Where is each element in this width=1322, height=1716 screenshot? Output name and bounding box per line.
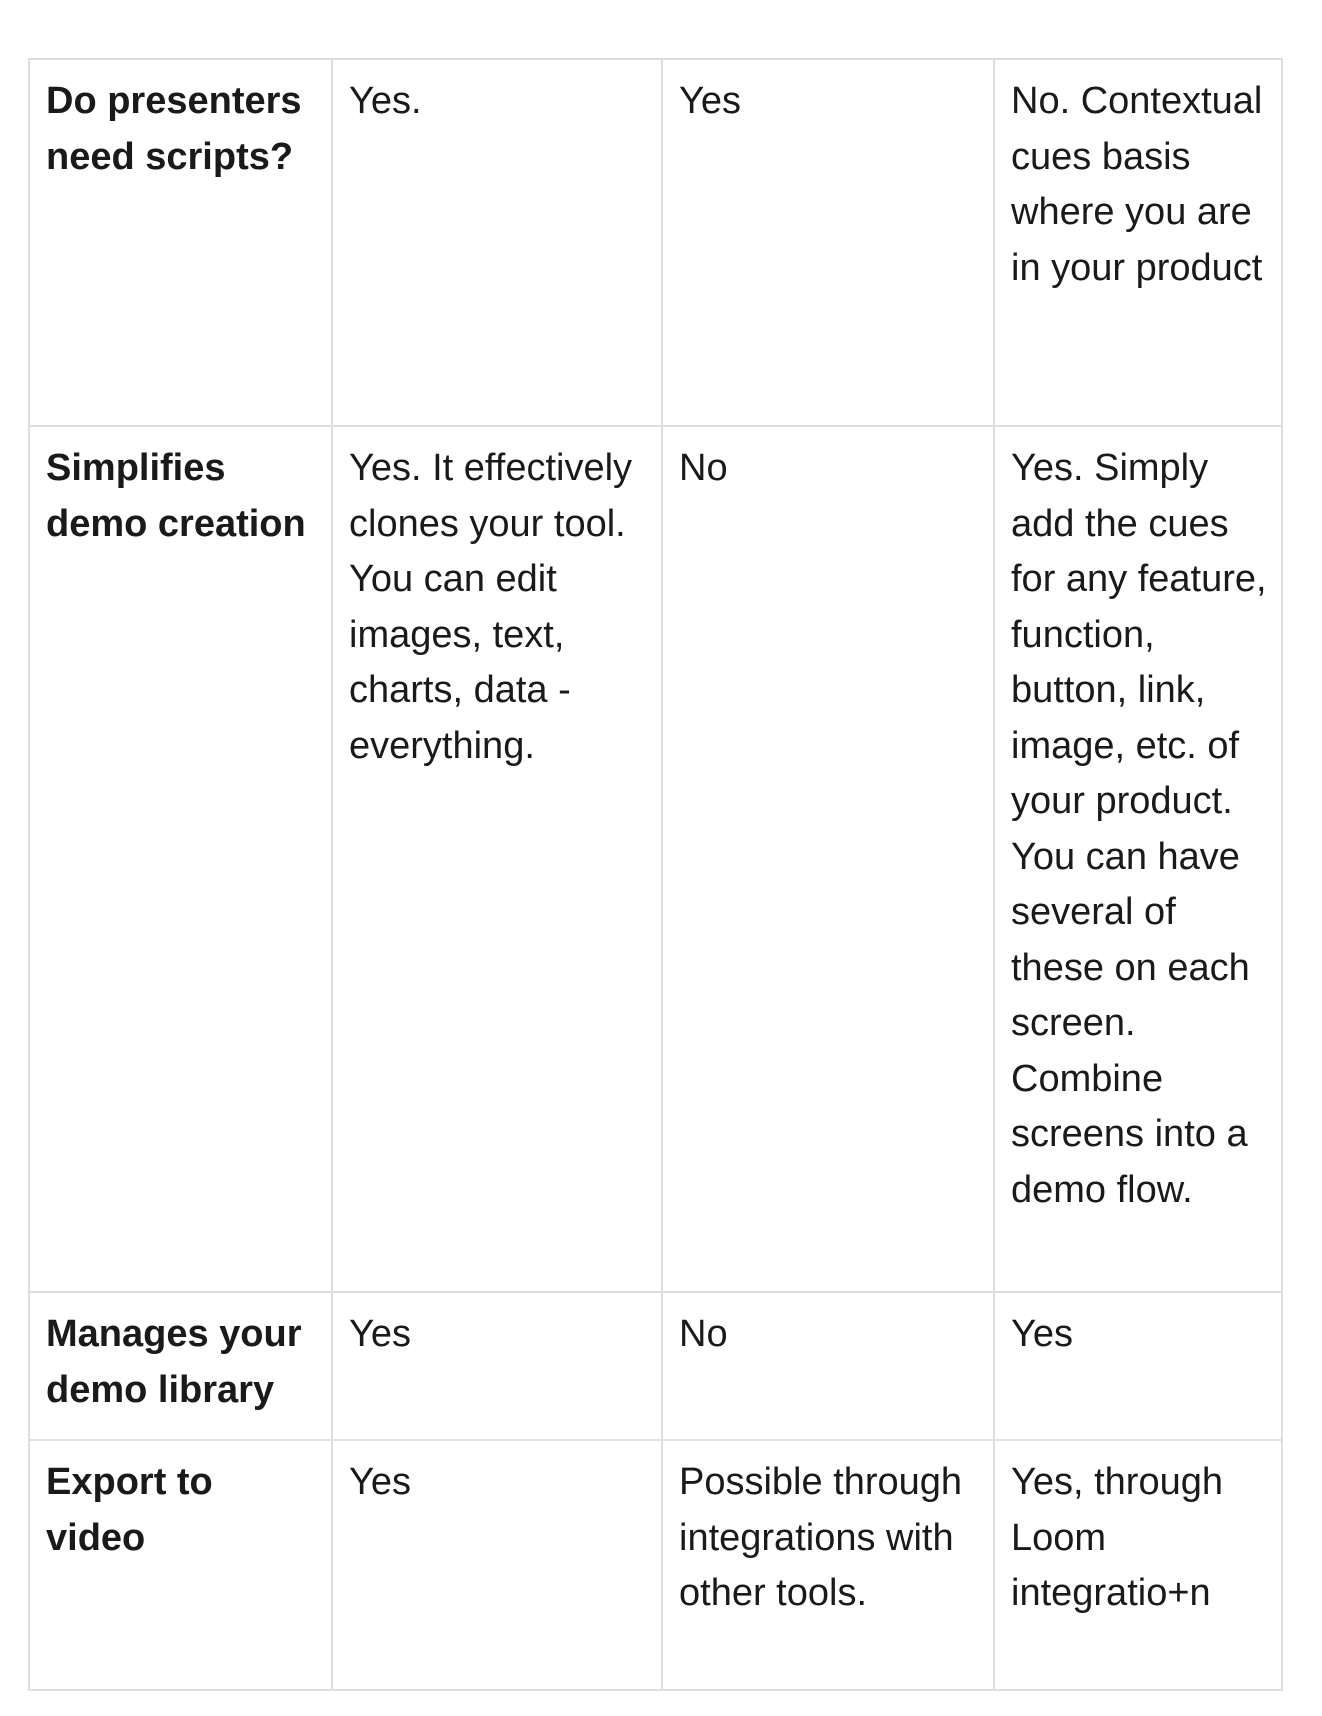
feature-cell: Export to video (29, 1440, 332, 1690)
table-cell: Yes (994, 1292, 1282, 1440)
table-cell: No (662, 426, 994, 1292)
table-cell: Yes. (332, 59, 662, 426)
table-cell: Possible through integrations with other tools. (662, 1440, 994, 1690)
table-row (29, 1292, 1282, 1440)
table-cell: Yes (332, 1440, 662, 1690)
comparison-table-wrapper (28, 58, 1281, 1691)
table-cell: Yes. Simply add the cues for any feature, function, button, link, image, etc. of your product. You can have several of these on each screen. Combine screens into a demo flow. (994, 426, 1282, 1292)
table-cell: Yes, through Loom integratio+n (994, 1440, 1282, 1690)
feature-cell: Simplifies demo creation (29, 426, 332, 1292)
table-cell: Yes (332, 1292, 662, 1440)
feature-cell: Do presenters need scripts? (29, 59, 332, 426)
feature-cell: Manages your demo library (29, 1292, 332, 1440)
table-row (29, 59, 1282, 426)
table-row (29, 1440, 1282, 1690)
table-cell: Yes. It effectively clones your tool. You can edit images, text, charts, data - everything. (332, 426, 662, 1292)
table-cell: No (662, 1292, 994, 1440)
table-row (29, 426, 1282, 1292)
table-cell: No. Contextual cues basis where you are in your product (994, 59, 1282, 426)
comparison-table (28, 58, 1283, 1691)
table-cell: Yes (662, 59, 994, 426)
